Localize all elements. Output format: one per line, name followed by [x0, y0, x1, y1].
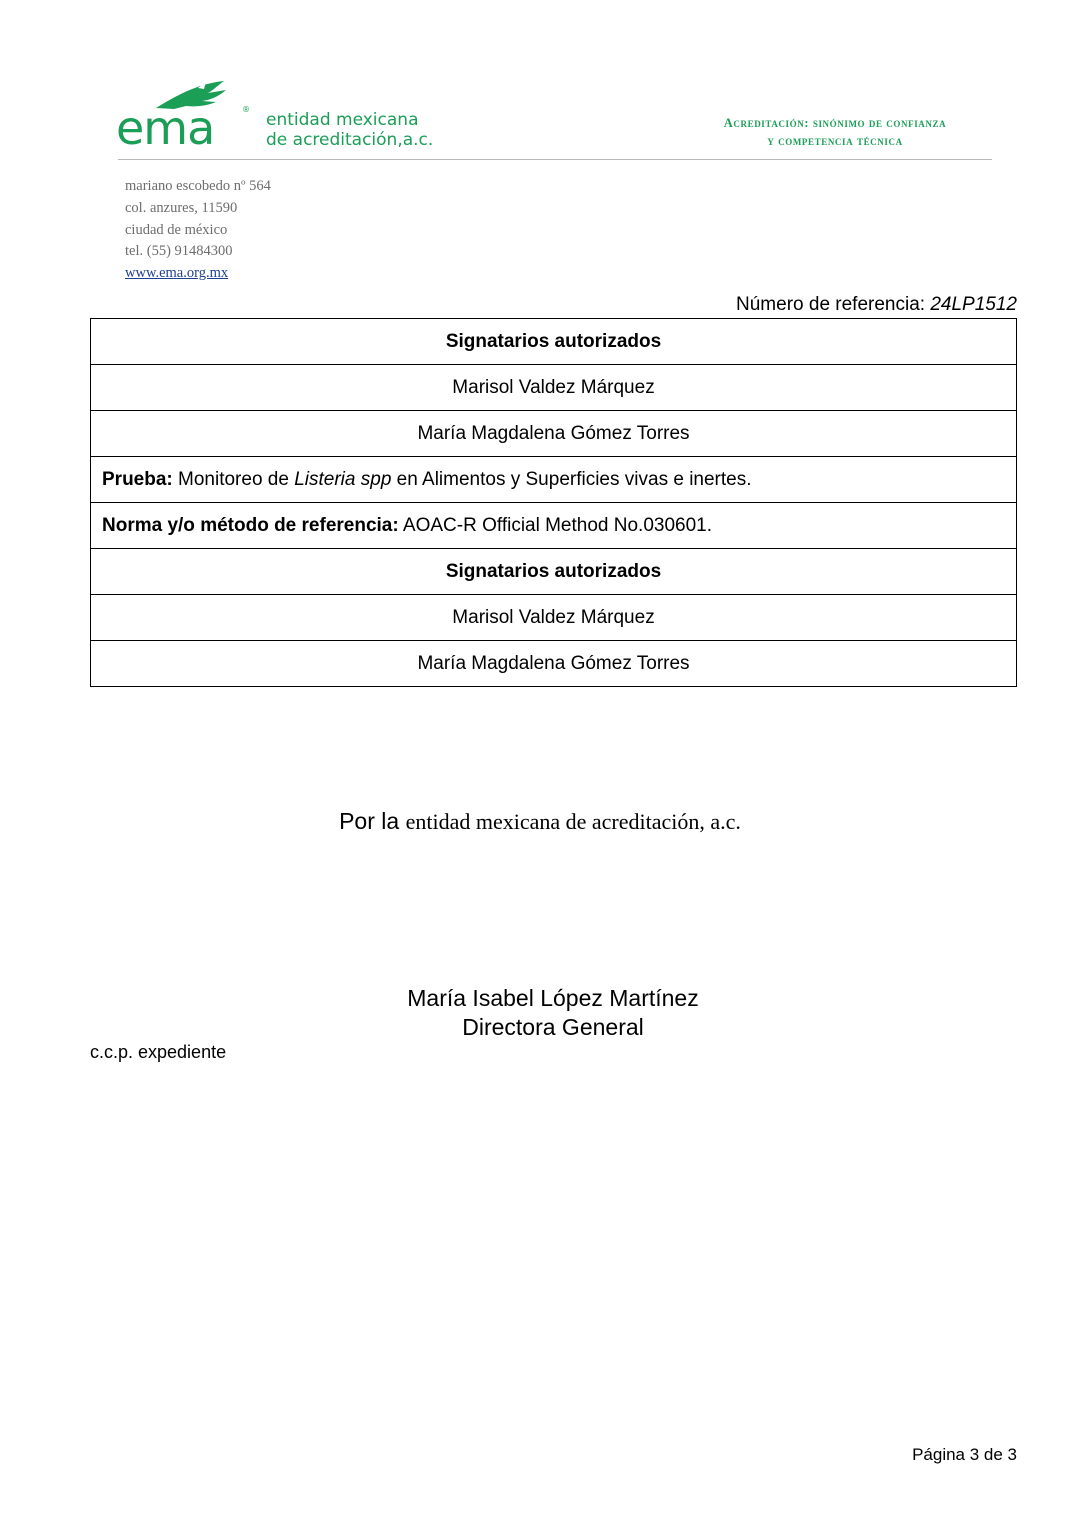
address-colony: col. anzures, 11590: [125, 199, 238, 216]
test-row: [91, 457, 1017, 503]
tagline-line-2: y competencia técnica: [767, 134, 903, 148]
org-line-2: de acreditación,a.c.: [266, 130, 434, 150]
signer-name: María Isabel López Martínez: [407, 985, 699, 1011]
svg-text:®: ®: [242, 105, 250, 114]
method-value: AOAC-R Official Method No.030601.: [398, 514, 713, 536]
signatory-name: María Magdalena Gómez Torres: [91, 641, 1017, 687]
logo-word: ema: [116, 101, 215, 150]
accreditation-table: [90, 318, 1017, 687]
ema-logo: [116, 78, 256, 150]
reference-number: [736, 294, 1017, 316]
carbon-copy-note: c.c.p. expediente: [90, 1042, 227, 1062]
address-street: mariano escobedo nº 564: [125, 178, 271, 194]
closing-entity: entidad mexicana de acreditación, a.c.: [405, 809, 741, 834]
header-divider: [118, 159, 992, 160]
signature-block: [0, 984, 1080, 1042]
test-label: Prueba:: [102, 468, 173, 490]
table-header-signatories: Signatarios autorizados: [91, 549, 1017, 595]
address-city: ciudad de méxico: [125, 221, 228, 238]
signer-title: Directora General: [462, 1014, 644, 1040]
address-block: [125, 176, 271, 285]
closing-line: [0, 808, 1080, 835]
signatory-name: María Magdalena Gómez Torres: [91, 411, 1017, 457]
tagline-line-1: Acreditación: sinónimo de confianza: [723, 116, 947, 130]
method-row: [91, 503, 1017, 549]
organization-name: [266, 110, 433, 150]
test-organism: Listeria spp: [294, 468, 392, 490]
address-phone: tel. (55) 91484300: [125, 243, 233, 260]
page-number: Página 3 de 3: [912, 1445, 1017, 1464]
reference-label: Número de referencia:: [736, 294, 931, 315]
signatory-name: Marisol Valdez Márquez: [91, 595, 1017, 641]
website-link[interactable]: www.ema.org.mx: [125, 265, 229, 282]
table-header-signatories: Signatarios autorizados: [91, 319, 1017, 365]
reference-value: 24LP1512: [930, 294, 1017, 315]
closing-por-la: Por la: [339, 808, 406, 834]
signatory-name: Marisol Valdez Márquez: [91, 365, 1017, 411]
tagline: [660, 114, 1010, 150]
method-label: Norma y/o método de referencia:: [102, 514, 399, 536]
test-text-pre: Monitoreo de: [172, 468, 295, 490]
org-line-1: entidad mexicana: [266, 110, 419, 130]
test-text-post: en Alimentos y Superficies vivas e inertes.: [391, 468, 752, 490]
